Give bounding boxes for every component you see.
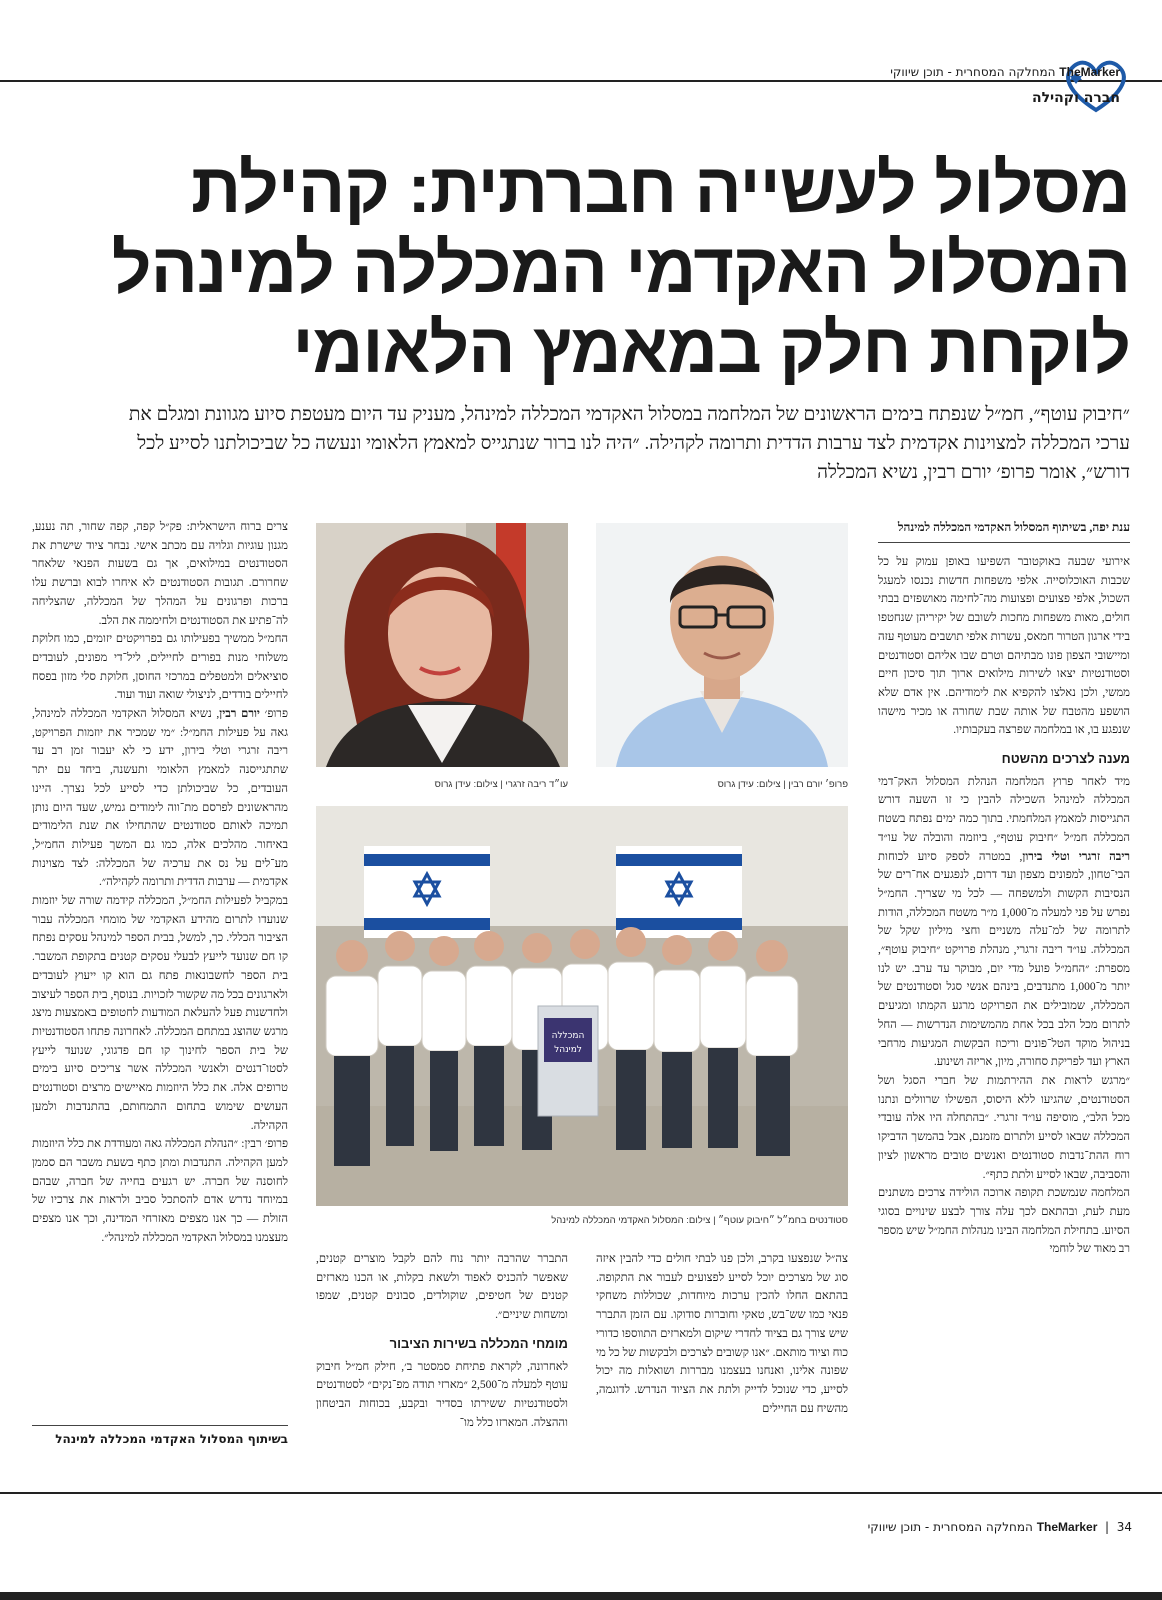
paragraph: צרים ברוח הישראלית: פק״ל קפה, קפה שחור, תה נענע, מגנון עוגיות וגלויה עם מכתב אישי. נבחר ציוד שישרת את הסטודנטים במילואים, אך גם בשעות הפנאי שלאחר שחרורם. תגובות הסטודנטים לא איחרו לבוא וברשת עלו ברכות ופרגונים על המהלך של המכללה, שהצליחה לה־פתיע את הסטודנטים ולחיממה את הלב.	[32, 521, 288, 627]
section-label: חברה וקהילה	[1031, 90, 1120, 106]
header-rule	[0, 80, 1162, 82]
paragraph: התברר שהרבה יותר נוח להם לקבל מוצרים קטנים, שאפשר להכניס לאפוד ולשאת בקלות, או הכנו מארזים קטנים של חטיפים, שוקולדים, סבונים קטנים, שמפו ומשחות שיניים״.	[316, 1253, 568, 1322]
byline: ענת יפה, בשיתוף המסלול האקדמי המכללה למינהל	[878, 518, 1130, 543]
sign-line: למינהל	[554, 1045, 582, 1055]
paragraph: המלחמה שנמשכת תקופה ארוכה הולידה צרכים משתנים מעת לעת, ובהתאם לכך עלה צורך לבצע שינויים בסוגי הסיוע. בתחילת המלחמה הבינו מנהלות החמ״ל שיש מספר רב מאוד של לוחמי	[878, 1187, 1130, 1256]
text-run: , במטרה לספק סיוע לכוחות הבי־טחון, למפונים מצפון ועד דרום, לנפגעים אח־רים של הנסיבות הקשות ולמשפחה — לכל מי שצריך. החמ״ל נפרש על פני למעלה מ־1,000 מ״ר משטח המכללה, הודות לתרומה של למ־עלה משניים וחצי מיליון שקל של המכללה. עו״ד ריבה זרגרי, מנהלת פרויקט ״חיבוק עוטף״, מספרת: ״החמ״ל פועל מדי יום, מבוקר עד ערב. יש לנו יותר מ־1,000 מתנדבים, בינהם אנשי סגל וסטודנטים של המכללה, שמובילים את הפרויקט מרגע הקמתו ומגיעים לתרום מכל הלב בכל אחת מהמשימות הנדרשות — החל בניהול מוקד הטל־פונים וריכוז הבקשות המגיעות מרחבי הארץ ועד לפריקת סחורה, מיון, אריזה ושינוע.	[878, 850, 1131, 1069]
sign-line: המכללה	[551, 1031, 585, 1041]
paragraph: לאחרונה, לקראת פתיחת סמסטר ב׳, חילק חמ״ל חיבוק עוטף למעלה מ־2,500 ״מארזי תודה מפ־נקים״ לסטודנטים ולסטודנטיות ששירתו בסדיר ובקבע, בכוחות הביטחון וההצלה. המארזו כלל מו־	[316, 1360, 568, 1429]
portrait-photo-zargari	[316, 523, 568, 767]
footer	[700, 1520, 1132, 1534]
headline: מסלול לעשייה חברתית: קהילת המסלול האקדמי המכללה למינהל לוקחת חלק במאמץ הלאומי	[111, 149, 1130, 387]
footer-brand: TheMarker	[1036, 1520, 1098, 1534]
paragraph: צה״ל שנפצעו בקרב, ולכן פנו לבתי חולים כדי להבין איזה סוג של מצרכים יוכל לסייע לפצועים לעבור את התקופה. בהתאם החלו להכין ערכות מיוחדות, שכוללות משחקי פנאי כמו שש־בש, טאקי וחוברות סודוקו. עם הזמן התברר שיש צורך גם בציוד לחדרי שיקום ולמארזים התווספו כדורי כוח וציוד מותאם. ״אנו קשובים לצרכים ולבקשות של כל מי שפונה אלינו, ואנחנו בעצמנו מבררות ושואלות מה יכול לסייע, כדי שנוכל לדייק ולתת את הציוד הנדרש. לדוגמה, מהשיח עם החיילים	[596, 1253, 848, 1415]
paragraph: החמ״ל ממשיך בפעילותו גם בפרויקטים יזומים, כמו חלוקת משלוחי מנות בפורים לחיילים, ליל־די מפונים, לעובדים סוציאלים ולמטפלים במרכזי החוסן, חלוקת סלי מזון בפסח לחיילים בודדים, לניצולי שואה ועוד ועוד.	[32, 633, 288, 702]
paragraph: ״מרגש לראות את ההירתמות של חברי הסגל ושל הסטודנטים, שהגיעו ללא היסוס, הפשילו שרוולים ונתנו מכל הלב״, מוסיפה עו״ד זרגרי. ״בהתחלה היו אלה עובדי המכללה שבאו לסייע ולתרום מזמנם, אבל בהמשך הדביקו רוח ההת־נדבות סטודנטים ואנשים טובים מראשון לציון והסביבה, שבאו לסייע ולתת כתף״.	[878, 1074, 1130, 1181]
portrait-photo-rabin	[596, 523, 848, 767]
subheading: מומחי המכללה בשירות הציבור	[389, 1335, 568, 1351]
column-middle-right	[596, 1250, 848, 1418]
paragraph: אירועי שבעה באוקטובר השפיעו באופן עמוק על כל שכבות האוכלוסייה. אלפי משפחות חדשות נכנסו למעגל השכול, אלפי פצועים ופצועות מה־לחימה מאושפזים בבתי חולים, מאות משפחות מחכות לשובם של יקיריהן שנחטפו בידי ארגון הטרור חמאס, עשרות אלפי תושבים מעוטף עזה ומיישובי הצפון פונו מבתיהם וטרם שבו אליהם וסטודנטים וסטודנטיות יצאו לשירות מילואים ארוך תוך סיכון חיים ממשי, ולכן נאלצו להקפיא את לימודיהם. אין אדם שלא הושפע מהטבח של אותה שבת שחורה או מכיר מישהו שנפגע בו, או במלחמה שפרצה בעקבותיו.	[878, 556, 1130, 737]
lead-paragraph: ״חיבוק עוטף״, חמ״ל שנפתח בימים הראשונים של המלחמה במסלול האקדמי המכללה למינהל, מעניק עד היום מעטפת סיוע מגוונת ומגלם את ערכי המכללה למצוינות אקדמית לצד ערבות הדדית ותרומה לקהילה. ״היה לנו ברור שנתגייס למאמץ הלאומי ונעשה כל שביכולתנו לסייע לכל דורש״, אומר פרופ׳ יורם רבין, נשיא המכללה	[128, 404, 1130, 483]
header-strip	[700, 64, 1120, 80]
subheading: מענה לצרכים מהשטח	[1001, 751, 1130, 767]
group-photo	[316, 806, 848, 1206]
text-run: , נשיא המסלול האקדמי המכללה למינהל, גאה על פעילות החמ״ל: ״מי שמכיר את יוזמות הפרויקט, ריבה זרגרי וטלי בירון, ידע כי לא יעבור זמן רב עד שתתגייסנה למאמץ הלאומי ותעשנה, ביחד עם יתר העובדים, כל שביכולתן כדי לסייע לכל נצרך. היינו מהראשונים לפרסם מת־ווה לימודים גמיש, שעד היום נותן תמיכה לאותם סטודנטים שהתחילו את שנת הלימודים באיחור. מהלכים אלה, כמו גם המשך פעילות החמ״ל, מע־לים על נס את ערכיה של המכללה: לצד מצוינות אקדמית — ערבות הדדית ותרומה לקהילה״.	[32, 708, 288, 889]
column-middle-left	[316, 1250, 568, 1432]
bottom-band	[0, 1592, 1162, 1600]
text-run: מיד לאחר פרוץ המלחמה הנהלת המסלול האק־דמי המכללה למינהל השכילה להבין כי זו השעה דורש התגייסות למאמץ המלחמתי. בתוך כמה ימים נפתח בשטח המכללה חמ״ל ״חיבוק עוטף״, ביוזמה והובלה של עו״ד	[878, 775, 1130, 844]
signature: בשיתוף המסלול האקדמי המכללה למינהל	[55, 1432, 288, 1446]
page-number: 34	[1116, 1520, 1132, 1534]
paragraph	[878, 773, 1130, 1072]
footer-separator: |	[1101, 1520, 1113, 1534]
paragraph: במקביל לפעילות החמ״ל, המכללה קידמה שורה של יוזמות שנועדו לתרום מהידע האקדמי של מומחי המכללה עבור הציבור הכללי. כך, למשל, בבית הספר למינהל עסקים נפתח קו חם שנועד לייעץ לבעלי עסקים קטנים בתקופת המשבר. בית הספר לחשבונאות פתח גם הוא קו ייעוץ לעובדים ולארגונים בכל מה שקשור לזכויות. בנוסף, בית הספר לעיצוב ולחדשנות פעל להעלאת המודעות לחטופים באמצעות מיצג מרגש שהוצג במתחם המכללה. לאחרונה פתחו הסטודנטיות של בית הספר לחינוך קו חם פדגוגי, שנועד לייעץ לסטו־דנטים ולאנשי המכללה אשר צריכים סיוע בימים טרופים אלה. את כלל היוזמות מאיישים מרצים וסטודנטים העושים שימוש בתחום התמחותם, בהתנדבות ולמען הקהילה.	[32, 895, 288, 1132]
photo-caption: פרופ׳ יורם רבין | צילום: עידן גרוס	[717, 779, 848, 790]
signature-rule	[32, 1425, 288, 1426]
column-right	[878, 518, 1130, 1259]
israeli-flag-icon	[616, 846, 742, 938]
header-strip-label: המחלקה המסחרית - תוכן שיווקי	[890, 65, 1056, 79]
bold-name: ריבה זרגרי וטלי בירון	[1022, 850, 1130, 863]
photo-caption: עו״ד ריבה זרגרי | צילום: עידן גרוס	[434, 779, 568, 790]
paragraph: פרופ׳ רבין: ״הנהלת המכללה גאה ומעודדת את כלל היוזמות למען הקהילה. התנדבות ומתן כתף בשעת משבר הם סממן לחוסנה של חברה. יש רגעים בחייה של חברה, שבהם במיוחד נדרש אדם להסתכל סביב ולראות את צרכיו של הזולת — כך אנו מצפים מאזרחי המדינה, וכך אנו מצפים מעצמנו במסלול האקדמי המכללה למינהל״.	[32, 1138, 288, 1244]
israeli-flag-icon	[364, 846, 490, 938]
footer-strip-label: המחלקה המסחרית - תוכן שיווקי	[867, 1520, 1033, 1534]
header-brand: TheMarker	[1059, 65, 1120, 79]
bold-name: יורם רבין	[219, 708, 260, 721]
footer-rule	[0, 1492, 1162, 1494]
paragraph	[32, 705, 288, 892]
photo-caption: סטודנטים בחמ״ל ״חיבוק עוטף״ | צילום: המסלול האקדמי המכללה למינהל	[551, 1215, 848, 1226]
text-run: פרופ׳	[259, 708, 288, 721]
column-left	[32, 518, 288, 1247]
